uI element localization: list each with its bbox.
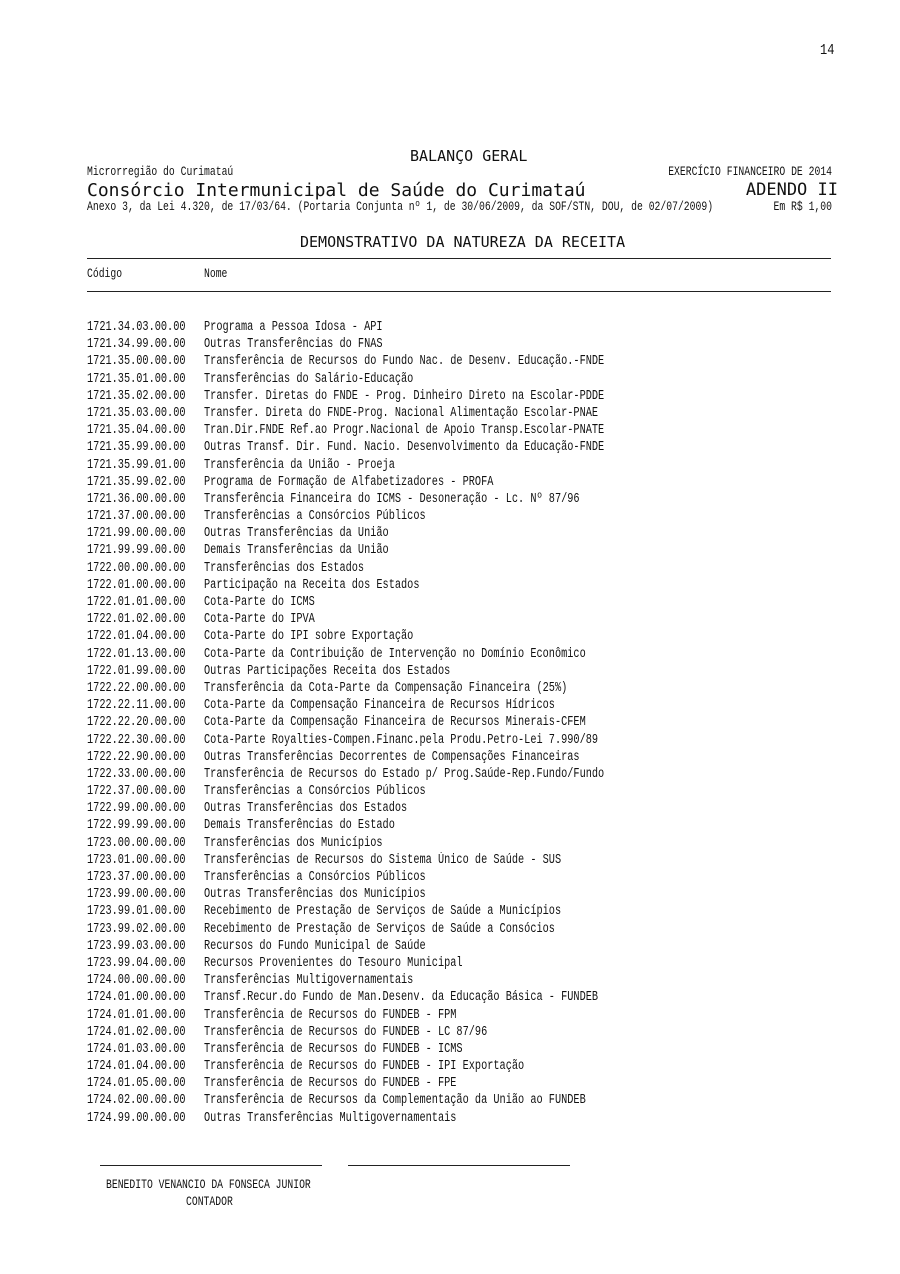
table-row <box>87 627 831 644</box>
annex-label: ADENDO II <box>745 180 838 200</box>
revenue-code: 1722.01.04.00.00 <box>87 629 186 645</box>
statement-title: DEMONSTRATIVO DA NATUREZA DA RECEITA <box>300 233 626 251</box>
revenue-code: 1722.01.99.00.00 <box>87 663 186 679</box>
revenue-name: Cota-Parte do ICMS <box>204 595 315 610</box>
column-header-code: Código <box>87 267 123 281</box>
revenue-name: Programa de Formação de Alfabetizadores - PROFA <box>204 474 494 490</box>
table-row <box>87 1057 831 1074</box>
table-row <box>87 816 831 833</box>
signature-line-second <box>348 1165 570 1166</box>
table-row <box>87 335 831 352</box>
revenue-name: Transferências dos Estados <box>204 560 365 576</box>
currency-label: Em R$ 1,00 <box>773 200 832 214</box>
revenue-code: 1724.01.00.00.00 <box>87 990 186 1006</box>
revenue-name: Tran.Dir.FNDE Ref.ao Progr.Nacional de Apoio Transp.Escolar-PNATE <box>204 423 605 439</box>
table-row <box>87 610 831 627</box>
revenue-code: 1723.99.02.00.00 <box>87 921 186 937</box>
table-row <box>87 868 831 885</box>
revenue-name: Transferências a Consórcios Públicos <box>204 870 426 885</box>
revenue-code: 1724.01.02.00.00 <box>87 1024 186 1040</box>
table-row <box>87 851 831 868</box>
revenue-code: 1721.35.99.00.00 <box>87 440 186 456</box>
signatory-name: BENEDITO VENANCIO DA FONSECA JUNIOR <box>106 1178 311 1192</box>
revenue-code: 1723.99.01.00.00 <box>87 904 186 920</box>
table-row <box>87 490 831 507</box>
table-row <box>87 1091 831 1108</box>
revenue-name: Cota-Parte do IPI sobre Exportação <box>204 629 414 645</box>
header-rule-top <box>87 258 831 259</box>
revenue-name: Outras Transferências do FNAS <box>204 337 383 353</box>
revenue-code: 1724.01.05.00.00 <box>87 1076 186 1092</box>
revenue-code: 1721.35.03.00.00 <box>87 405 186 421</box>
table-row <box>87 352 831 369</box>
revenue-code: 1722.00.00.00.00 <box>87 560 186 576</box>
table-row <box>87 456 831 473</box>
revenue-code: 1721.37.00.00.00 <box>87 509 186 525</box>
table-row <box>87 765 831 782</box>
revenue-name: Transferência de Recursos da Complementação da União ao FUNDEB <box>204 1093 586 1109</box>
revenue-name: Recursos Provenientes do Tesouro Municipal <box>204 955 463 971</box>
revenue-code: 1723.99.04.00.00 <box>87 955 186 971</box>
revenue-code: 1721.99.00.00.00 <box>87 526 186 542</box>
revenue-name: Transferências do Salário-Educação <box>204 371 414 387</box>
revenue-code: 1722.22.11.00.00 <box>87 698 186 714</box>
revenue-code: 1723.00.00.00.00 <box>87 835 186 851</box>
revenue-code: 1722.22.00.00.00 <box>87 680 186 696</box>
revenue-name: Transfer. Direta do FNDE-Prog. Nacional Alimentação Escolar-PNAE <box>204 405 599 421</box>
revenue-name: Cota-Parte da Compensação Financeira de Recursos Minerais-CFEM <box>204 715 586 731</box>
signature-line-accountant <box>100 1165 322 1166</box>
revenue-code: 1721.35.04.00.00 <box>87 423 186 439</box>
revenue-code: 1724.01.03.00.00 <box>87 1041 186 1057</box>
entity-name: Consórcio Intermunicipal de Saúde do Curimataú <box>87 180 586 201</box>
table-row <box>87 318 831 335</box>
table-row <box>87 679 831 696</box>
table-row <box>87 1074 831 1091</box>
revenue-name: Recebimento de Prestação de Serviços de Saúde a Municípios <box>204 904 562 920</box>
table-row <box>87 885 831 902</box>
revenue-name: Participação na Receita dos Estados <box>204 577 420 593</box>
table-row <box>87 696 831 713</box>
revenue-name: Transfer. Diretas do FNDE - Prog. Dinheiro Direto na Escolar-PDDE <box>204 388 605 404</box>
table-row <box>87 1040 831 1057</box>
revenue-name: Recursos do Fundo Municipal de Saúde <box>204 938 426 954</box>
region-label: Microrregião do Curimataú <box>87 165 234 179</box>
table-row <box>87 834 831 851</box>
revenue-code: 1722.99.00.00.00 <box>87 801 186 817</box>
revenue-code: 1722.22.30.00.00 <box>87 732 186 748</box>
revenue-code: 1722.01.02.00.00 <box>87 612 186 628</box>
table-row <box>87 954 831 971</box>
revenue-code: 1722.22.20.00.00 <box>87 715 186 731</box>
revenue-name: Transferência de Recursos do FUNDEB - FPE <box>204 1076 457 1092</box>
revenue-name: Cota-Parte Royalties-Compen.Financ.pela Produ.Petro-Lei 7.990/89 <box>204 732 599 748</box>
revenue-name: Outras Transferências da União <box>204 526 389 542</box>
revenue-code: 1724.02.00.00.00 <box>87 1093 186 1109</box>
revenue-name: Outras Transferências Decorrentes de Compensações Financeiras <box>204 749 580 765</box>
table-row <box>87 748 831 765</box>
revenue-name: Transferência de Recursos do FUNDEB - LC 87/96 <box>204 1024 488 1040</box>
signatory-role: CONTADOR <box>186 1195 233 1209</box>
table-row <box>87 799 831 816</box>
column-header-name: Nome <box>204 267 228 281</box>
revenue-name: Transferência de Recursos do Fundo Nac. de Desenv. Educação.-FNDE <box>204 354 605 370</box>
table-row <box>87 404 831 421</box>
revenue-name: Transferência de Recursos do FUNDEB - IPI Exportação <box>204 1059 525 1075</box>
revenue-code: 1723.37.00.00.00 <box>87 870 186 885</box>
fiscal-year-label: EXERCÍCIO FINANCEIRO DE 2014 <box>668 165 832 179</box>
table-row <box>87 473 831 490</box>
revenue-name: Transferências Multigovernamentais <box>204 973 414 989</box>
revenue-name: Outras Transferências Multigovernamentais <box>204 1110 457 1126</box>
revenue-code: 1721.35.99.01.00 <box>87 457 186 473</box>
table-row <box>87 731 831 748</box>
revenue-name: Transferência Financeira do ICMS - Desoneração - Lc. Nº 87/96 <box>204 491 580 507</box>
revenue-code: 1724.99.00.00.00 <box>87 1110 186 1126</box>
table-row <box>87 1023 831 1040</box>
revenue-name: Transferência de Recursos do FUNDEB - FPM <box>204 1007 457 1023</box>
table-row <box>87 937 831 954</box>
revenue-name: Transferência da Cota-Parte da Compensação Financeira (25%) <box>204 680 568 696</box>
revenue-code: 1724.01.04.00.00 <box>87 1059 186 1075</box>
revenue-name: Outras Transf. Dir. Fund. Nacio. Desenvolvimento da Educação-FNDE <box>204 440 605 456</box>
table-row <box>87 988 831 1005</box>
revenue-code: 1722.01.01.00.00 <box>87 595 186 610</box>
table-row <box>87 507 831 524</box>
revenue-name: Cota-Parte da Compensação Financeira de Recursos Hídricos <box>204 698 555 714</box>
table-row <box>87 713 831 730</box>
revenue-code: 1724.00.00.00.00 <box>87 973 186 989</box>
revenue-name: Outras Transferências dos Municípios <box>204 887 426 903</box>
table-row <box>87 576 831 593</box>
revenue-name: Recebimento de Prestação de Serviços de Saúde a Consócios <box>204 921 555 937</box>
table-row <box>87 1109 831 1126</box>
revenue-code: 1722.37.00.00.00 <box>87 784 186 800</box>
revenue-code: 1723.99.03.00.00 <box>87 938 186 954</box>
revenue-name: Transferências a Consórcios Públicos <box>204 509 426 525</box>
table-row <box>87 920 831 937</box>
revenue-name: Demais Transferências do Estado <box>204 818 395 834</box>
table-row <box>87 1006 831 1023</box>
table-row <box>87 438 831 455</box>
revenue-code: 1721.35.01.00.00 <box>87 371 186 387</box>
header-rule-bottom <box>87 291 831 292</box>
revenue-name: Transferência de Recursos do FUNDEB - ICMS <box>204 1041 463 1057</box>
revenue-code: 1721.35.00.00.00 <box>87 354 186 370</box>
table-row <box>87 421 831 438</box>
page-number: 14 <box>820 42 835 59</box>
revenue-code: 1722.22.90.00.00 <box>87 749 186 765</box>
table-row <box>87 370 831 387</box>
revenue-name: Transferência de Recursos do Estado p/ Prog.Saúde-Rep.Fundo/Fundo <box>204 766 605 782</box>
revenue-code: 1722.01.13.00.00 <box>87 646 186 662</box>
revenue-name: Transferências de Recursos do Sistema Único de Saúde - SUS <box>204 852 562 868</box>
revenue-name: Transferências dos Municípios <box>204 835 383 851</box>
revenue-name: Cota-Parte da Contribuição de Intervenção no Domínio Econômico <box>204 646 586 662</box>
table-row <box>87 387 831 404</box>
table-row <box>87 541 831 558</box>
table-row <box>87 902 831 919</box>
revenue-code: 1721.36.00.00.00 <box>87 491 186 507</box>
revenue-name: Transferência da União - Proeja <box>204 457 395 473</box>
revenue-code: 1721.35.99.02.00 <box>87 474 186 490</box>
revenue-code: 1724.01.01.00.00 <box>87 1007 186 1023</box>
revenue-table-body <box>87 318 831 1126</box>
revenue-code: 1722.01.00.00.00 <box>87 577 186 593</box>
revenue-code: 1722.99.99.00.00 <box>87 818 186 834</box>
revenue-name: Cota-Parte do IPVA <box>204 612 315 628</box>
revenue-name: Outras Participações Receita dos Estados <box>204 663 451 679</box>
revenue-code: 1722.33.00.00.00 <box>87 766 186 782</box>
legal-reference: Anexo 3, da Lei 4.320, de 17/03/64. (Portaria Conjunta nº 1, de 30/06/2009, da SOF/STN, DOU, de 02/07/2009) <box>87 200 714 214</box>
table-row <box>87 662 831 679</box>
revenue-code: 1723.99.00.00.00 <box>87 887 186 903</box>
table-row <box>87 782 831 799</box>
page-title: BALANÇO GERAL <box>410 147 528 165</box>
revenue-name: Transferências a Consórcios Públicos <box>204 784 426 800</box>
revenue-code: 1721.34.99.00.00 <box>87 337 186 353</box>
revenue-code: 1721.35.02.00.00 <box>87 388 186 404</box>
revenue-name: Outras Transferências dos Estados <box>204 801 408 817</box>
table-row <box>87 645 831 662</box>
revenue-code: 1723.01.00.00.00 <box>87 852 186 868</box>
table-row <box>87 559 831 576</box>
revenue-code: 1721.34.03.00.00 <box>87 320 186 335</box>
table-row <box>87 971 831 988</box>
revenue-name: Programa a Pessoa Idosa - API <box>204 320 383 335</box>
table-row <box>87 524 831 541</box>
revenue-code: 1721.99.99.00.00 <box>87 543 186 559</box>
revenue-name: Demais Transferências da União <box>204 543 389 559</box>
table-row <box>87 593 831 610</box>
revenue-name: Transf.Recur.do Fundo de Man.Desenv. da Educação Básica - FUNDEB <box>204 990 599 1006</box>
